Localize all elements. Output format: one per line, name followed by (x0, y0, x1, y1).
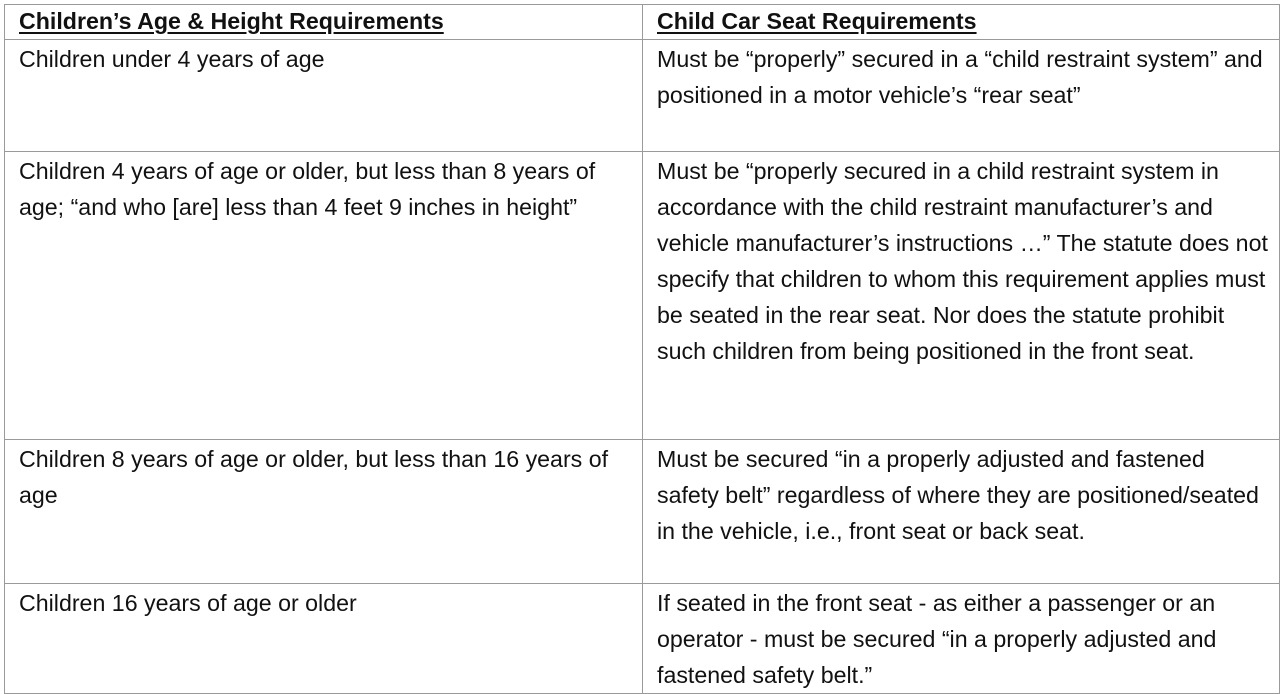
age-cell (5, 440, 643, 584)
table-row (5, 152, 1280, 440)
age-text: Children under 4 years of age (19, 46, 325, 72)
requirement-cell (643, 152, 1280, 440)
requirement-text: If seated in the front seat - as either a passenger or an operator - must be secured “in a properly adjusted and fastened safety belt.” (657, 590, 1217, 688)
age-cell (5, 152, 643, 440)
requirement-cell (643, 440, 1280, 584)
age-cell (5, 40, 643, 152)
age-text: Children 8 years of age or older, but less than 16 years of age (19, 446, 609, 508)
table-header-row (5, 5, 1280, 40)
requirement-text: Must be “properly” secured in a “child restraint system” and positioned in a motor vehicle’s “rear seat” (657, 46, 1263, 108)
age-cell (5, 584, 643, 694)
requirements-table (4, 4, 1280, 694)
table-row (5, 584, 1280, 694)
requirement-cell (643, 584, 1280, 694)
table-row (5, 440, 1280, 584)
table-row (5, 40, 1280, 152)
requirement-text: Must be secured “in a properly adjusted and fastened safety belt” regardless of where they are positioned/seated in the vehicle, i.e., front seat or back seat. (657, 446, 1259, 544)
column-header-age: Children’s Age & Height Requirements (5, 5, 643, 40)
requirement-text: Must be “properly secured in a child restraint system in accordance with the child restraint manufacturer’s and vehicle manufacturer’s instructions …” The statute does not specify that children to whom this requirement applies must be seated in the rear seat. Nor does the statute prohibit such children from being positioned in the front seat. (657, 158, 1268, 364)
age-text: Children 4 years of age or older, but less than 8 years of age; “and who [are] less than 4 feet 9 inches in height” (19, 158, 596, 220)
requirement-cell (643, 40, 1280, 152)
column-header-requirement: Child Car Seat Requirements (643, 5, 1280, 40)
age-text: Children 16 years of age or older (19, 590, 357, 616)
